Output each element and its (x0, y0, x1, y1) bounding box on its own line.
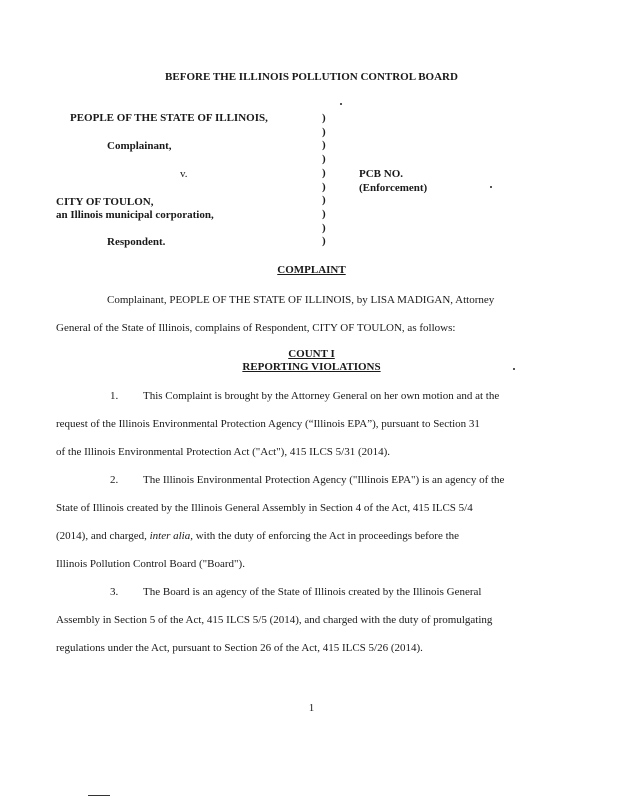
paragraph-number: 1. (110, 390, 119, 402)
caption-paren: ) (322, 166, 326, 179)
plaintiff-role: Complainant, (107, 140, 172, 152)
latin-phrase: inter alia, (149, 530, 193, 542)
caption-paren: ) (322, 153, 326, 166)
court-title: BEFORE THE ILLINOIS POLLUTION CONTROL BOARD (165, 71, 458, 83)
paragraph-text: (2014), and charged, (56, 530, 147, 542)
count-subtitle: REPORTING VIOLATIONS (242, 361, 381, 373)
caption-paren: ) (322, 194, 326, 207)
scan-speck (513, 368, 515, 370)
caption-paren: ) (322, 221, 326, 234)
scan-speck (340, 103, 342, 105)
defendant-role: Respondent. (107, 236, 166, 248)
caption-paren: ) (322, 125, 326, 138)
caption-paren: ) (322, 112, 326, 124)
paragraph-line: regulations under the Act, pursuant to Section 26 of the Act, 415 ILCS 5/26 (2014). (56, 642, 423, 654)
paragraph-line (56, 530, 459, 542)
caption-paren: ) (322, 207, 326, 220)
case-type: (Enforcement) (359, 182, 428, 194)
page-number: 1 (308, 702, 315, 714)
paragraph-text: with the duty of enforcing the Act in proceedings before the (195, 530, 460, 542)
paragraph-line: Assembly in Section 5 of the Act, 415 ILCS 5/5 (2014), and charged with the duty of promulgating (56, 614, 493, 626)
case-number-label: PCB NO. (359, 168, 403, 180)
intro-line: General of the State of Illinois, complains of Respondent, CITY OF TOULON, as follows: (56, 322, 456, 334)
paragraph-line: of the Illinois Environmental Protection Act ("Act"), 415 ILCS 5/31 (2014). (56, 446, 391, 458)
complaint-heading: COMPLAINT (277, 264, 346, 276)
scan-mark (88, 795, 110, 796)
defendant-name: CITY OF TOULON, (56, 196, 154, 208)
caption-paren: ) (322, 180, 326, 193)
versus-label: v. (180, 168, 188, 180)
paragraph-number: 2. (110, 474, 119, 486)
paragraph-number: 3. (110, 586, 119, 598)
paragraph-line: The Illinois Environmental Protection Agency ("Illinois EPA") is an agency of the (143, 474, 505, 486)
paragraph-line: This Complaint is brought by the Attorney General on her own motion and at the (143, 390, 500, 402)
paragraph-line: State of Illinois created by the Illinois General Assembly in Section 4 of the Act, 415 ILCS 5/4 (56, 502, 473, 514)
defendant-description: an Illinois municipal corporation, (56, 209, 214, 221)
caption-paren: ) (322, 139, 326, 152)
count-title: COUNT I (288, 348, 335, 360)
scan-speck (490, 186, 492, 188)
intro-line: Complainant, PEOPLE OF THE STATE OF ILLINOIS, by LISA MADIGAN, Attorney (107, 294, 495, 306)
plaintiff-name: PEOPLE OF THE STATE OF ILLINOIS, (70, 112, 268, 124)
caption-paren: ) (322, 235, 326, 248)
paragraph-line: Illinois Pollution Control Board ("Board"). (56, 558, 245, 570)
paragraph-line: The Board is an agency of the State of Illinois created by the Illinois General (143, 586, 482, 598)
caption-divider (322, 112, 326, 249)
paragraph-line: request of the Illinois Environmental Protection Agency (“Illinois EPA”), pursuant to Section 31 (56, 418, 480, 430)
